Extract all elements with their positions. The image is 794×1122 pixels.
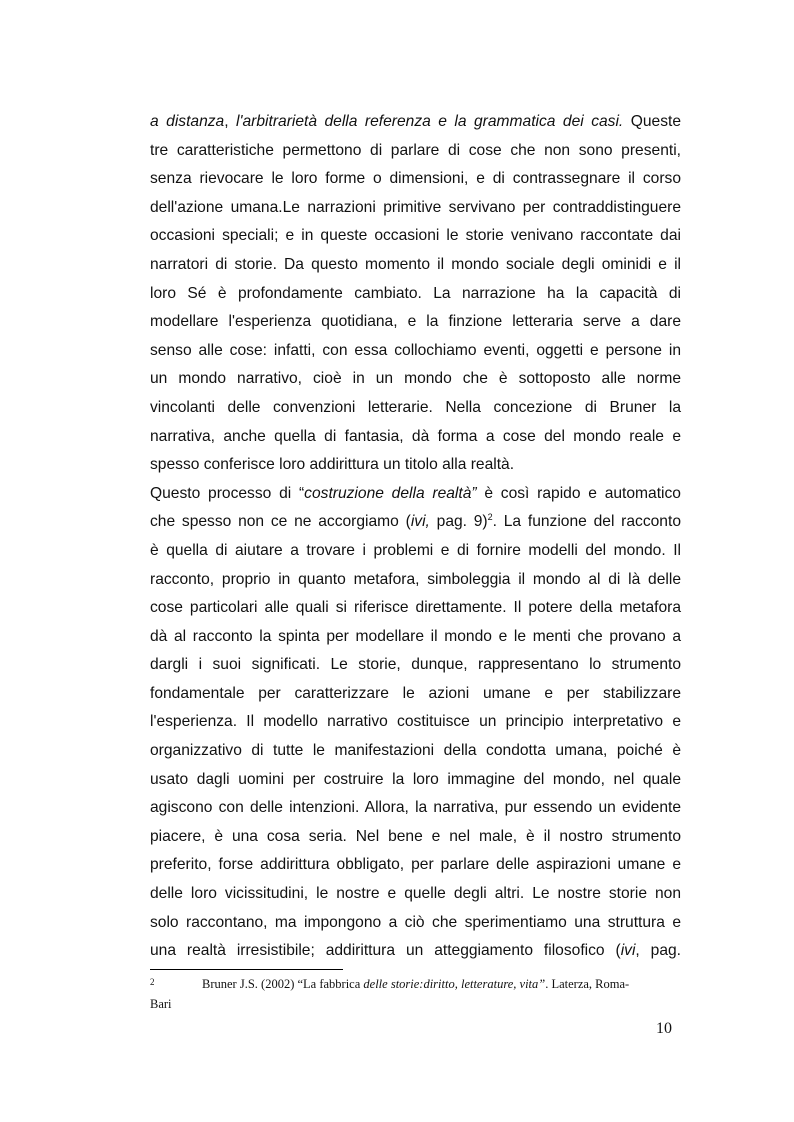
text-segment: fondamentale per caratterizzare le azioni umane e per stabilizzare (150, 684, 681, 702)
text-line (150, 880, 681, 909)
italic-text: l'arbitrarietà della referenza e la grammatica dei casi. (236, 113, 624, 130)
text-line (150, 651, 681, 680)
text-line (150, 537, 681, 566)
text-segment: vincolanti delle convenzioni letterarie. Nella concezione di Bruner la (150, 398, 681, 416)
text-line (150, 766, 681, 795)
text-segment: dell'azione umana.Le narrazioni primitive servivano per contraddistinguere (150, 198, 681, 216)
footnote-separator (150, 969, 343, 970)
footnote-number: 2 (150, 977, 155, 987)
text-line (150, 423, 681, 452)
text-segment: organizzativo di tutte le manifestazioni della condotta umana, poiché è (150, 742, 681, 760)
text-segment: preferito, forse addirittura obbligato, per parlare delle aspirazioni umane e (150, 856, 681, 874)
text-line (150, 451, 681, 480)
page-number: 10 (656, 1020, 672, 1037)
text-line (150, 337, 681, 366)
text-segment: delle loro vicissitudini, le nostre e quelle degli altri. Le nostre storie non (150, 885, 681, 903)
text-line (150, 680, 681, 709)
text-line (150, 394, 681, 423)
text-segment: modellare l'esperienza quotidiana, e la finzione letteraria serve a dare (150, 313, 681, 331)
text-segment: dargli i suoi significati. Le storie, dunque, rappresentano lo strumento (150, 656, 681, 674)
body-text (150, 108, 681, 966)
text-line (150, 794, 681, 823)
text-segment: l'esperienza. Il modello narrativo costituisce un principio interpretativo e (150, 713, 681, 731)
text-segment: narratori di storie. Da questo momento il mondo sociale degli ominidi e il (150, 255, 681, 273)
text-segment: una realtà irresistibile; addirittura un atteggiamento filosofico ( (150, 942, 621, 960)
text-segment: senso alle cose: infatti, con essa collochiamo eventi, oggetti e persone in (150, 341, 681, 359)
text-line (150, 137, 681, 166)
text-line (150, 365, 681, 394)
text-segment: , (224, 113, 237, 130)
text-segment: loro Sé è profondamente cambiato. La narrazione ha la capacità di (150, 284, 681, 302)
text-line (150, 823, 681, 852)
text-segment: che spesso non ce ne accorgiamo ( (150, 513, 411, 531)
text-line (150, 851, 681, 880)
text-segment: piacere, è una cosa seria. Nel bene e nel male, è il nostro strumento (150, 827, 681, 845)
text-segment: solo raccontano, ma impongono a ciò che sperimentiamo una struttura e (150, 913, 681, 931)
footnote-reference: 2 (487, 512, 493, 523)
italic-text: ivi, (410, 513, 430, 531)
footnote-text (202, 974, 629, 994)
text-line (150, 623, 681, 652)
text-line (150, 909, 681, 938)
text-line (150, 737, 681, 766)
text-line (150, 194, 681, 223)
italic-text: ivi (620, 942, 636, 960)
text-line (150, 308, 681, 337)
text-line (150, 251, 681, 280)
text-line (150, 165, 681, 194)
footnote-continuation: Bari (150, 997, 172, 1011)
footnote-italic-title: delle storie:diritto, letterature, vita” (363, 977, 546, 991)
text-segment: . La funzione del racconto (492, 513, 681, 531)
text-line (150, 508, 681, 537)
text-segment: agiscono con delle intenzioni. Allora, la narrativa, pur essendo un evidente (150, 799, 681, 817)
text-line (150, 480, 681, 509)
text-segment: dà al racconto la spinta per modellare il mondo e le menti che provano a (150, 627, 681, 645)
text-segment: usato dagli uomini per costruire la loro immagine del mondo, nel quale (150, 770, 681, 788)
text-segment: Questo processo di “ (150, 484, 305, 502)
text-line (150, 280, 681, 309)
text-line (150, 566, 681, 595)
footnote-text-part: Bruner J.S. (2002) “La fabbrica (202, 977, 364, 991)
text-line (150, 222, 681, 251)
text-segment: pag. 9) (429, 513, 488, 531)
text-segment: è così rapido e automatico (476, 484, 681, 502)
text-line (150, 937, 681, 966)
text-line (150, 108, 681, 137)
text-segment: , pag. (635, 942, 682, 960)
text-segment: occasioni speciali; e in queste occasioni le storie venivano raccontate dai (150, 227, 681, 245)
text-segment: Queste (623, 113, 682, 130)
text-segment: un mondo narrativo, cioè in un mondo che è sottoposto alle norme (150, 370, 681, 388)
text-segment: racconto, proprio in quanto metafora, simboleggia il mondo al di là delle (150, 570, 681, 588)
text-segment: narrativa, anche quella di fantasia, dà forma a cose del mondo reale e (150, 427, 681, 445)
text-line (150, 708, 681, 737)
italic-text: a distanza (150, 113, 225, 130)
text-segment: spesso conferisce loro addirittura un titolo alla realtà. (150, 456, 515, 474)
italic-text: costruzione della realtà” (304, 484, 477, 502)
text-line (150, 594, 681, 623)
text-segment: tre caratteristiche permettono di parlare di cose che non sono presenti, (150, 141, 681, 159)
footnote-text-part: . Laterza, Roma- (545, 977, 630, 991)
text-segment: senza rievocare le loro forme o dimensioni, e di contrassegnare il corso (150, 170, 681, 188)
text-segment: è quella di aiutare a trovare i problemi e di fornire modelli del mondo. Il (150, 541, 681, 559)
text-segment: cose particolari alle quali si riferisce direttamente. Il potere della metafora (150, 599, 681, 617)
